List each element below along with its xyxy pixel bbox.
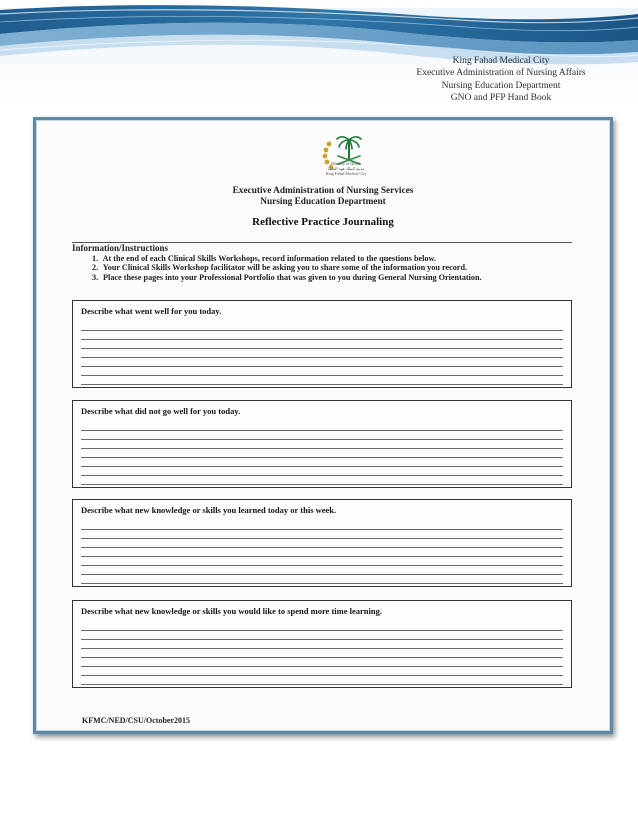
logo-caption-line: Ministry of Health bbox=[331, 161, 361, 166]
instruction-number: 1. bbox=[92, 253, 99, 263]
answer-lines[interactable] bbox=[81, 622, 563, 685]
instruction-number: 2. bbox=[92, 263, 99, 273]
question-label: Describe what did not go well for you today. bbox=[81, 406, 241, 416]
question-box-learned bbox=[72, 499, 572, 587]
document-code: KFMC/NED/CSU/October2015 bbox=[82, 716, 190, 725]
logo-caption bbox=[276, 161, 416, 176]
instruction-text: Your Clinical Skills Workshop facilitator will be asking you to share some of the information you record. bbox=[102, 263, 468, 273]
question-box-not-well bbox=[72, 400, 572, 488]
instruction-text: Place these pages into your Professional Portfolio that was given to you during General Nursing Orientation. bbox=[103, 272, 482, 282]
page-title: Reflective Practice Journaling bbox=[252, 216, 394, 228]
logo-caption-line: مدينة الملك فهد الطبية bbox=[327, 166, 365, 171]
question-label: Describe what went well for you today. bbox=[81, 306, 222, 316]
header-line-handbook: GNO and PFP Hand Book bbox=[450, 92, 552, 103]
org-line-admin: Executive Administration of Nursing Services bbox=[232, 186, 414, 196]
instruction-item bbox=[92, 273, 572, 283]
form-frame bbox=[33, 117, 613, 734]
instructions-heading: Information/Instructions bbox=[72, 243, 169, 253]
organization-heading bbox=[36, 186, 610, 208]
header-text-block bbox=[386, 55, 616, 104]
instructions-block bbox=[72, 242, 572, 305]
instruction-text: At the end of each Clinical Skills Workshops, record information related to the questions below. bbox=[102, 253, 437, 263]
instruction-item bbox=[92, 263, 572, 273]
palm-and-swords-emblem-icon bbox=[319, 130, 373, 186]
answer-lines[interactable] bbox=[81, 322, 563, 385]
question-label: Describe what new knowledge or skills you would like to spend more time learning. bbox=[81, 606, 382, 616]
header-line-dept: Nursing Education Department bbox=[441, 80, 561, 91]
logo-caption-line: King Fahad Medical City bbox=[325, 171, 367, 176]
header-line-admin: Executive Administration of Nursing Affairs bbox=[416, 68, 586, 79]
header-line-org: King Fahad Medical City bbox=[452, 56, 550, 66]
question-label: Describe what new knowledge or skills you learned today or this week. bbox=[81, 505, 337, 515]
question-box-went-well bbox=[72, 300, 572, 388]
instruction-number: 3. bbox=[92, 272, 99, 282]
instruction-item bbox=[92, 254, 572, 264]
instructions-list bbox=[92, 254, 572, 283]
answer-lines[interactable] bbox=[81, 422, 563, 485]
answer-lines[interactable] bbox=[81, 521, 563, 584]
header-banner bbox=[0, 0, 638, 104]
question-box-more-time bbox=[72, 600, 572, 688]
org-line-dept: Nursing Education Department bbox=[260, 197, 386, 207]
